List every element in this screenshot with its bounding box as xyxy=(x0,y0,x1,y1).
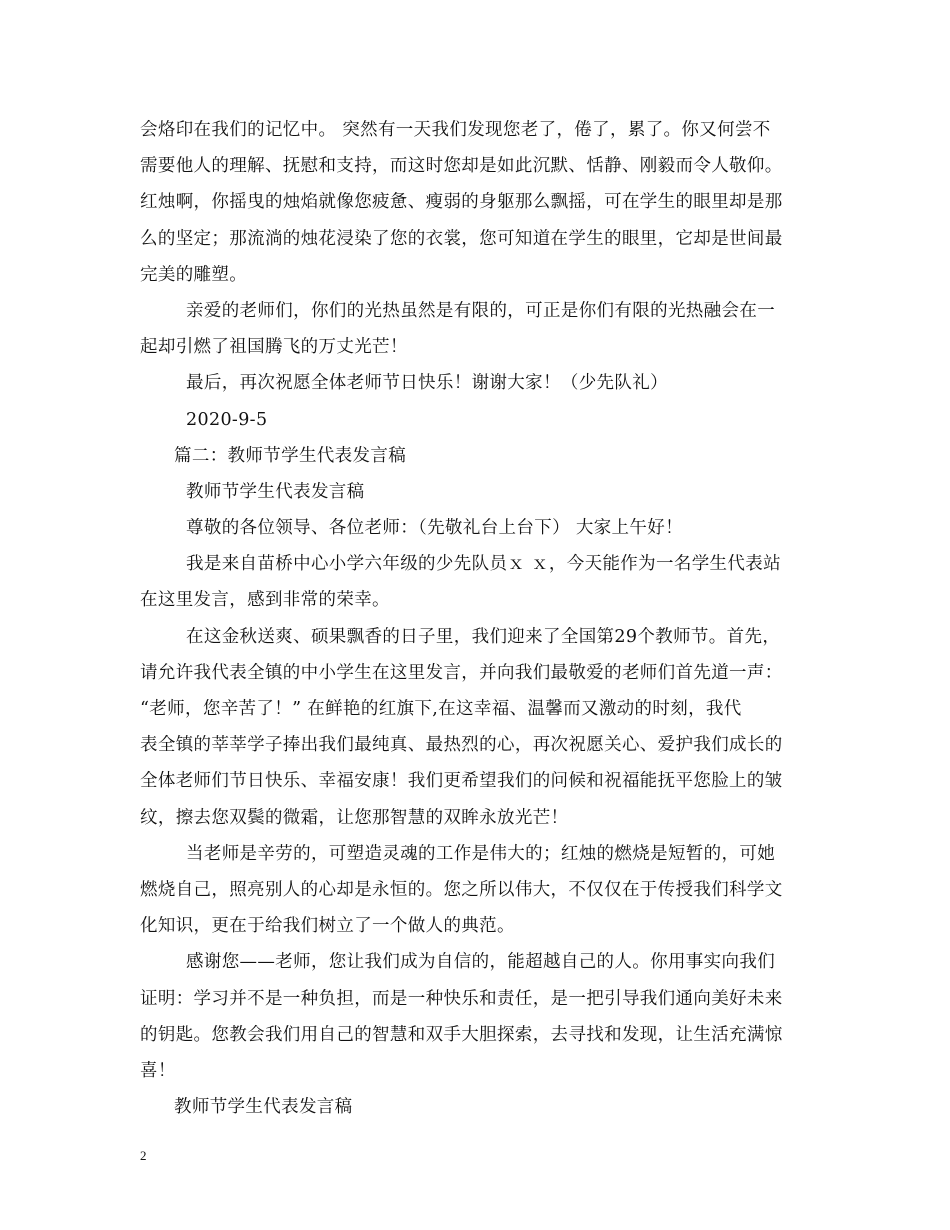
text-line: 我是来自苗桥中心小学六年级的少先队员ｘ ｘ，今天能作为一名学生代表站 xyxy=(186,554,781,575)
text-line: 么的坚定；那流淌的烛花浸染了您的衣裳，您可知道在学生的眼里，它却是世间最 xyxy=(140,228,783,249)
text-line: 感谢您——老师，您让我们成为自信的，能超越自己的人。你用事实向我们 xyxy=(186,952,776,973)
page-number: 2 xyxy=(140,1148,147,1163)
text-line: 2020-9-5 xyxy=(186,409,268,430)
text-line: 燃烧自己，照亮别人的心却是永恒的。您之所以伟大，不仅仅在于传授我们科学文 xyxy=(140,879,783,900)
text-line: “老师，您辛苦了！” 在鲜艳的红旗下,在这幸福、温馨而又激动的时刻，我代 xyxy=(140,699,742,719)
text-line: 教师节学生代表发言稿 xyxy=(186,481,365,502)
text-line: 尊敬的各位领导、各位老师：（先敬礼台上台下） 大家上午好！ xyxy=(186,518,683,539)
text-line: 喜！ xyxy=(140,1060,176,1081)
text-line: 当老师是辛劳的，可塑造灵魂的工作是伟大的；红烛的燃烧是短暂的，可她 xyxy=(186,843,776,864)
text-line: 请允许我代表全镇的中小学生在这里发言，并向我们最敬爱的老师们首先道一声： xyxy=(140,662,783,683)
text-line: 会烙印在我们的记忆中。 突然有一天我们发现您老了，倦了，累了。你又何尝不 xyxy=(140,120,771,140)
text-line: 起却引燃了祖国腾飞的万丈光芒！ xyxy=(140,337,408,358)
text-line: 的钥匙。您教会我们用自己的智慧和双手大胆探索，去寻找和发现，让生活充满惊 xyxy=(140,1024,783,1045)
text-line: 完美的雕塑。 xyxy=(140,264,248,285)
text-line: 红烛啊，你摇曳的烛焰就像您疲惫、瘦弱的身躯那么飘摇，可在学生的眼里却是那 xyxy=(140,192,783,213)
text-line: 在这里发言，感到非常的荣幸。 xyxy=(140,590,390,611)
text-line: 亲爱的老师们，你们的光热虽然是有限的，可正是你们有限的光热融会在一 xyxy=(186,300,776,321)
text-line: 在这金秋送爽、硕果飘香的日子里，我们迎来了全国第29个教师节。首先， xyxy=(186,626,781,647)
text-line: 篇二：教师节学生代表发言稿 xyxy=(174,445,407,466)
text-line: 纹，擦去您双鬓的微霜，让您那智慧的双眸永放光芒！ xyxy=(140,807,569,828)
text-line: 证明：学习并不是一种负担，而是一种快乐和责任，是一把引导我们通向美好未来 xyxy=(140,988,783,1009)
document-body xyxy=(140,112,820,1125)
text-line: 需要他人的理解、抚慰和支持，而这时您却是如此沉默、恬静、刚毅而令人敬仰。 xyxy=(140,156,783,177)
text-line: 最后，再次祝愿全体老师节日快乐！谢谢大家！（少先队礼） xyxy=(186,373,668,394)
text-line: 表全镇的莘莘学子捧出我们最纯真、最热烈的心，再次祝愿关心、爱护我们成长的 xyxy=(140,735,783,756)
text-line: 全体老师们节日快乐、幸福安康！我们更希望我们的问候和祝福能抚平您脸上的皱 xyxy=(140,771,783,792)
text-line: 教师节学生代表发言稿 xyxy=(174,1097,353,1118)
text-line: 化知识，更在于给我们树立了一个做人的典范。 xyxy=(140,916,515,937)
